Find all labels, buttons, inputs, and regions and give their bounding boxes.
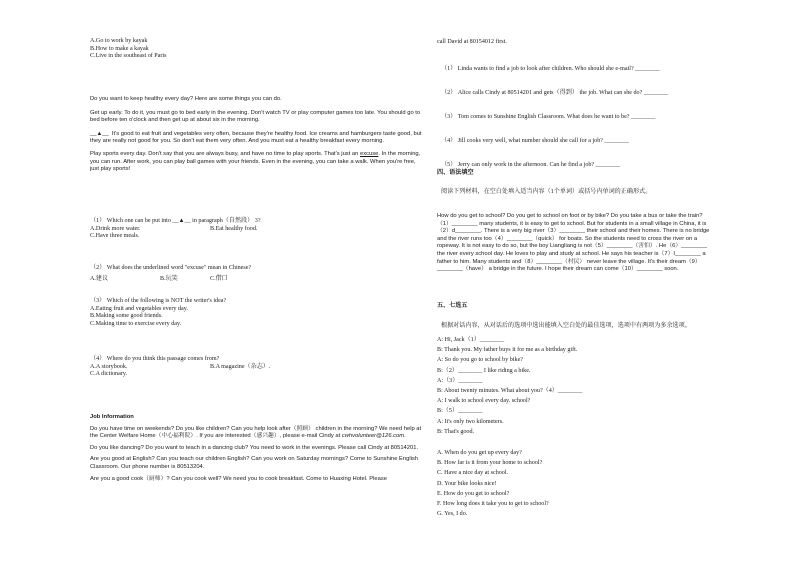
question-1-stem: （1） Which one can be put into __▲__ in paragraph（自然段） 3? [90,218,261,224]
dialog-line: A: So do you go to school by bike? [437,357,523,364]
passage-blank: __▲__ [90,130,109,137]
job-paragraph-3: Are you good at English? Can you teach our children English? Can you work on Saturday mornings? Come to Sunshine English Classroom. Our phone number is 80513204. [90,456,419,470]
job-question-3: （3） Tom comes to Sunshine English Classroom. What does he want to be? ________ [441,114,656,120]
question-3-stem: （3） Which of the following is NOT the writer's idea? [90,298,227,304]
option-a: A.Go to work by kayak [90,38,148,44]
job-information-passage [90,414,423,483]
answer-options [437,450,713,521]
question-3: （3） Which of the following is NOT the writer's idea? A.Eating fruit and vegetables every day. B.Making some good friends. C.Making time to exercise every day. [90,298,423,328]
dialog-line: A: I walk to school every day. school? [437,398,531,405]
email-address: cwhvolunteer@126.com [341,433,405,440]
section-4-instruction: 阅读下列材料，在空白处填入适当内容（1个单词）或括号内单词的正确形式。 [441,189,652,195]
answer-option: F. How long does it take you to get to school? [437,500,549,507]
question-2-stem: （2） What does the underlined word "excuse" mean in Chinese? [90,265,252,271]
job-paragraph-continuation: call David at 80154012 first. [437,39,507,45]
dialog [437,337,713,439]
reading-passage [90,96,423,174]
passage-paragraph-1: Get up early. To do it, you must go to bed early in the evening. Don't watch TV or play computer games too late. You should go to bed before ten o'clock and then get up at about six in the morning. [90,109,421,124]
dialog-line: A: Hi, Jack（1）________ [437,337,505,343]
job-question-5: （5） Jerry can only work in the afternoon. Can he find a job? ________ [441,162,621,168]
dialog-line: B:（2）________ I like riding a bike. [437,367,531,374]
dialog-line: B: About twenty minutes. What about you?（4）________ [437,387,583,394]
option-c: C.Live in the southeast of Paris [90,53,167,60]
question-4: （4） Where do you think this passage comes from? A.A storybook. B.A magazine（杂志）. C.A dictionary. [90,356,423,379]
dialog-line: A:（3）________ [437,377,483,384]
passage-intro: Do you want to keep healthy every day? Here are some things you can do. [90,96,282,102]
passage-paragraph-2: __▲__ It's good to eat fruit and vegetables very often, because they're healthy food. Ice creams and hamburgers taste good, but they are really not good for you. So don't eat them very often. And you must eat a healthy breakfast every morning. [90,130,422,145]
option-b: B.How to make a kayak [90,45,149,52]
job-information-title: Job Information [90,414,134,420]
dialog-line: A: It's only two kilometers. [437,418,504,425]
previous-question-options [90,38,167,61]
answer-option: D. Your bike looks nice! [437,480,497,487]
answer-option: A. When do you get up every day? [437,450,522,456]
question-4-stem: （4） Where do you think this passage comes from? [90,356,220,362]
section-5-heading: 五、七选五 [437,303,468,309]
answer-option: C. Have a nice day at school. [437,470,509,477]
job-questions [441,66,713,170]
grammar-fill-passage: How do you get to school? Do you get to school on foot or by bike? Do you take a bus or take the train?（1）________ many students, it is easy to get to school. But for students in a small village in China, it is（2）d________. There is a very big river（3）________ their school and their homes. There is no bridge and the river runs too（4）________（quick） for boats. So the students need to cross the river on a ropeway. It is not easy to do so, but the boy Liangliang is not（5）________（害怕）. He（6）________ the river every school day. He loves to play and study at school. He says his teacher is（7）I________ a father to him. Many students and（8）________（村民） never leave the village. It's their dream（9）________（have） a bridge in the future. I hope their dream can come（10）________ soon. [437,213,710,273]
job-paragraph-2: Do you like dancing? Do you want to teach in a dancing club? You need to work in the evenings. Please call Cindy at 80514201. [90,444,419,451]
dialog-line: B: That's good. [437,428,475,435]
dialog-line: B: Thank you. My father buys it for me as a birthday gift. [437,347,578,354]
question-2: （2） What does the underlined word "excuse" mean in Chinese? A.建议 B.玩笑 C.借口 [90,265,423,283]
passage-paragraph-3: Play sports every day. Don't say that you are always busy, and have no time to play sports. That's just an excuse. In the morning, you can run. After work, you can play ball games with your friends. Even in the evening, you can take a walk. When you're free, just play sports! [90,150,421,173]
question-1: （1） Which one can be put into __▲__ in paragraph（自然段） 3? A.Drink more water. B.Eat healthy food. C.Have three meals. [90,218,423,241]
job-question-2: （2） Alice calls Cindy at 80514201 and gets（得到） the job. What can she do? ________ [441,90,669,96]
job-question-4: （4） Jill cooks very well, what number should she call for a job? ________ [441,138,629,144]
answer-option: E. How do you get to school? [437,490,510,497]
section-5-instruction: 根据对话内容，从对话后的选项中选出能填入空白处的最佳选项，选项中有两项为多余选项。 [441,323,691,329]
underlined-word: excuse [359,150,379,157]
section-4-heading: 四、语法填空 [437,170,474,176]
job-paragraph-4: Are you a good cook（厨师）? Can you cook well? We need you to cook breakfast. Come to Huaxing Hotel. Please [90,475,387,482]
answer-option: B. How far is it from your home to school? [437,460,543,467]
dialog-line: B:（5）________ [437,408,483,415]
job-paragraph-1: Do you have time on weekends? Do you like children? Can you help look after（照顾） children in the morning? We need help at the Center Welfare Home（中心福利院）. If you are interested（感兴趣）, please e-mail Cindy at cwhvolunteer@126.com. [90,425,422,440]
job-question-1: （1） Linda wants to find a job to look after children. Who should she e-mail? ________ [441,66,660,72]
answer-option: G. Yes, I do. [437,511,468,518]
